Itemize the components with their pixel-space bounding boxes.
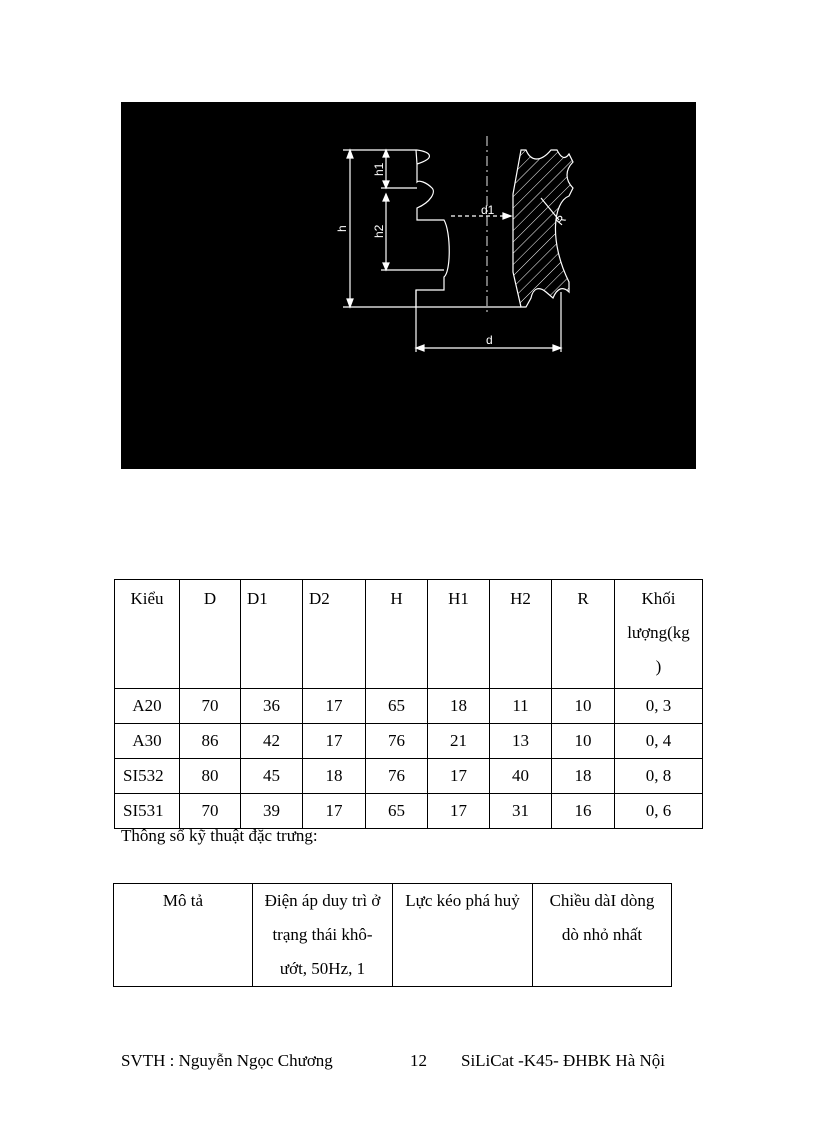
label-d1: d1	[481, 203, 495, 217]
header-line: dò nhỏ nhất	[561, 925, 643, 944]
table-cell: 76	[366, 724, 428, 759]
table-cell: 70	[180, 689, 241, 724]
table-cell: 0, 4	[615, 724, 703, 759]
header-cell-creepage	[533, 884, 672, 987]
header-cell-breaking-force: Lực kéo phá huỷ	[393, 884, 533, 987]
table-cell: 18	[428, 689, 490, 724]
header-cell: H	[366, 580, 428, 689]
table-cell: 17	[303, 689, 366, 724]
table-row	[115, 724, 703, 759]
table-cell: 17	[303, 724, 366, 759]
table-cell: 31	[490, 794, 552, 829]
table-cell: 18	[303, 759, 366, 794]
label-h2: h2	[372, 224, 386, 238]
label-h: h	[335, 225, 349, 232]
table-cell: 80	[180, 759, 241, 794]
mass-line: Khối	[641, 589, 676, 608]
table-cell: SI532	[115, 759, 180, 794]
table-cell: 0, 3	[615, 689, 703, 724]
insulator-drawing	[121, 102, 696, 469]
header-cell: D	[180, 580, 241, 689]
header-cell: Kiểu	[115, 580, 180, 689]
label-d: d	[486, 333, 493, 347]
section-caption: Thông số kỹ thuật đặc trưng:	[121, 826, 318, 845]
technical-parameters-table	[113, 883, 672, 987]
table-cell: A20	[115, 689, 180, 724]
label-h1: h1	[372, 162, 386, 176]
table-cell: 76	[366, 759, 428, 794]
footer-author: SVTH : Nguyễn Ngọc Chương	[121, 1051, 333, 1070]
table-cell: 11	[490, 689, 552, 724]
table-cell: 17	[303, 794, 366, 829]
table-cell: 16	[552, 794, 615, 829]
table-cell: 42	[241, 724, 303, 759]
table-cell: SI531	[115, 794, 180, 829]
header-cell-mass	[615, 580, 703, 689]
table-cell: 65	[366, 689, 428, 724]
mass-line: lượng(kg	[627, 623, 690, 642]
table-header-row	[114, 884, 672, 987]
header-cell: D2	[303, 580, 366, 689]
table-row	[115, 759, 703, 794]
table-cell: A30	[115, 724, 180, 759]
footer-organization: SiLiCat -K45- ĐHBK Hà Nội	[461, 1051, 665, 1070]
header-cell: R	[552, 580, 615, 689]
table-cell: 10	[552, 689, 615, 724]
table-cell: 10	[552, 724, 615, 759]
header-cell-voltage	[253, 884, 393, 987]
table-cell: 45	[241, 759, 303, 794]
header-line: Chiều dàI dòng	[549, 891, 655, 910]
table-cell: 21	[428, 724, 490, 759]
mass-line: )	[655, 657, 662, 676]
label-R: R	[552, 212, 569, 228]
header-cell: D1	[241, 580, 303, 689]
table-cell: 17	[428, 759, 490, 794]
header-cell-description: Mô tả	[114, 884, 253, 987]
table-cell: 18	[552, 759, 615, 794]
table-header-row	[115, 580, 703, 689]
table-cell: 17	[428, 794, 490, 829]
table-cell: 13	[490, 724, 552, 759]
header-cell: H1	[428, 580, 490, 689]
insulator-spec-table	[114, 579, 703, 829]
table-cell: 70	[180, 794, 241, 829]
header-line: Điện áp duy trì ở	[264, 891, 381, 910]
table-row	[115, 794, 703, 829]
footer-page-number: 12	[410, 1051, 427, 1070]
table-cell: 40	[490, 759, 552, 794]
table-cell: 0, 8	[615, 759, 703, 794]
header-line: ướt, 50Hz, 1	[279, 959, 366, 978]
table-cell: 36	[241, 689, 303, 724]
table-cell: 86	[180, 724, 241, 759]
table-row	[115, 689, 703, 724]
table-cell: 39	[241, 794, 303, 829]
header-cell: H2	[490, 580, 552, 689]
table-cell: 0, 6	[615, 794, 703, 829]
table-cell: 65	[366, 794, 428, 829]
header-line: trạng thái khô-	[272, 925, 373, 944]
